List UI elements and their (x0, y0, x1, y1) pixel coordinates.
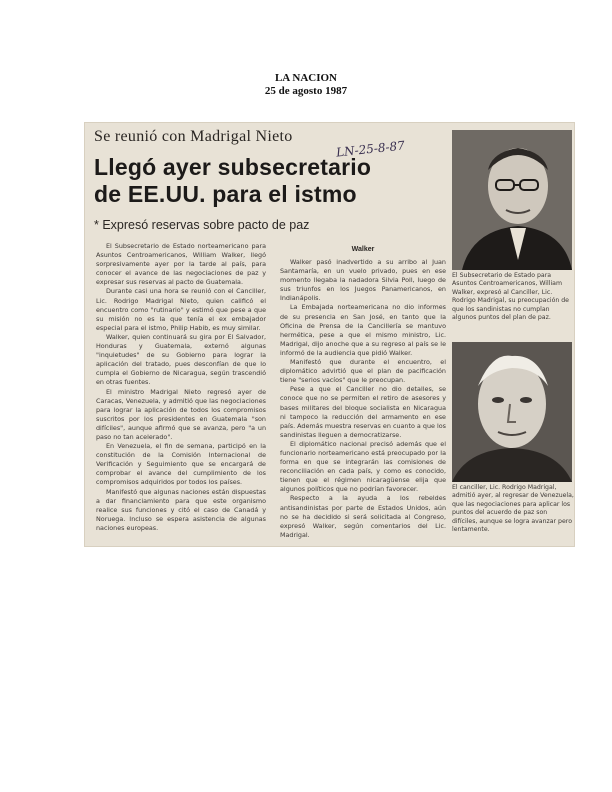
photo-caption: El canciller, Lic. Rodrigo Madrigal, admitió ayer, al regresar de Venezuela, que las negociaciones para aplicar los puntos del acuerdo de paz son difíciles, aunque se logra avanzar pero lentamente. (452, 484, 574, 534)
paragraph: Walker pasó inadvertido a su arribo al Juan Santamaría, en un vuelo privado, pues en ese momento llegaba la nadadora Silvia Poll, luego de sus triunfos en los Juegos Panamericanos, en Indianápolis. (280, 258, 446, 303)
paragraph: Manifestó que durante el encuentro, el diplomático advirtió que el plan de pacificación tiene "serios vacíos" que le preocupan. (280, 358, 446, 385)
newspaper-clipping (84, 122, 575, 547)
photo-rodrigo-madrigal (452, 342, 572, 482)
paragraph: El Subsecretario de Estado norteamericano para Asuntos Centroamericanos, William Walker, llegó sorpresivamente ayer por la tarde al país, para conocer el avance de las negociaciones de paz y expresar sus reservas al pacto de Guatemala. (96, 242, 266, 287)
document-header (0, 72, 612, 98)
paragraph: La Embajada norteamericana no dio informes de su presencia en San José, en tanto que la Oficina de Prensa de la Cancillería se mantuvo hermética, pese a que el mismo ministro, Lic. Madrigal, dijo anoche que a su regreso al país se le informó de la audiencia que pidió Walker. (280, 303, 446, 357)
portrait-elderly-man-image (452, 342, 572, 482)
article-kicker: Se reunió con Madrigal Nieto (94, 128, 293, 145)
handwritten-date-note: LN-25-8-87 (335, 138, 406, 160)
publication-name: LA NACION (274, 72, 338, 84)
paragraph: Respecto a la ayuda a los rebeldes antisandinistas por parte de Estados Unidos, aún no se ha decidido si será solicitada al Congreso, expresó Walker, según comentarios del Lic. Madrigal. (280, 494, 446, 539)
photo-caption: El Subsecretario de Estado para Asuntos Centroamericanos, William Walker, expresó al Canciller, Lic. Rodrigo Madrigal, su preocupación de que los sandinistas no cumplan algunos puntos del plan de paz. (452, 272, 569, 322)
paragraph: El diplomático nacional precisó además que el funcionario norteamericano está preocupado por la forma en que se integrarán las comisiones de reconciliación en cada país, y como es conocido, tienen que el régimen nicaragüense elija que algunos políticos que no podrían favorecer. (280, 439, 446, 494)
article-column-1 (96, 242, 266, 533)
headline-line-2: de EE.UU. para el istmo (94, 181, 357, 207)
paragraph: En Venezuela, el fin de semana, participó en la constitución de la Comisión Internacional de Verificación y Seguimiento que se encargará de comprobar el avance del cumplimiento de los compromisos adquiridos por todos los países. (96, 442, 266, 487)
headline-line-1: Llegó ayer subsecretario (94, 154, 372, 180)
article-deck: * Expresó reservas sobre pacto de paz (94, 218, 310, 232)
article-column-2 (280, 258, 446, 540)
portrait-man-with-glasses-image (452, 130, 572, 270)
paragraph: Walker, quien continuará su gira por El Salvador, Honduras y Guatemala, externó algunas "inquietudes" de su Gobierno para lograr la aplicación del tratado, pues desconfían de que lo cumpla el Gobierno de Nicaragua, según trascendió en otras fuentes. (96, 332, 266, 387)
paragraph: Durante casi una hora se reunió con el Canciller, Lic. Rodrigo Madrigal Nieto, quien calificó el encuentro como "rutinario" y estimó que pese a que su misión no es la que tenía el ex embajador especial para el istmo, Philip Habib, es muy similar. (96, 287, 266, 332)
paragraph: Pese a que el Canciller no dio detalles, se conoce que no se permiten el retiro de asesores y bases militares del bloque socialista en Nicaragua ni tampoco la reducción del armamento en ese país. Además muestra reservas en cuanto a que los sandinistas lleguen a democratizarse. (280, 385, 446, 439)
photo-william-walker (452, 130, 572, 270)
column-subhead: Walker (351, 246, 375, 253)
paragraph: El ministro Madrigal Nieto regresó ayer de Caracas, Venezuela, y admitió que las negociaciones para lograr la aplicación de todos los compromisos suscritos por los presidentes en Guatemala "son difíciles", aunque afirmó que se avanza, pero "a un paso no tan acelerado". (96, 387, 266, 441)
article-headline (94, 154, 371, 208)
publication-date: 25 de agosto 1987 (264, 85, 348, 97)
paragraph: Manifestó que algunas naciones están dispuestas a dar financiamiento para que este organismo realice sus funciones y citó el caso de Canadá y Noruega. Incluso se espera asistencia de algunas naciones europeas. (96, 487, 266, 532)
